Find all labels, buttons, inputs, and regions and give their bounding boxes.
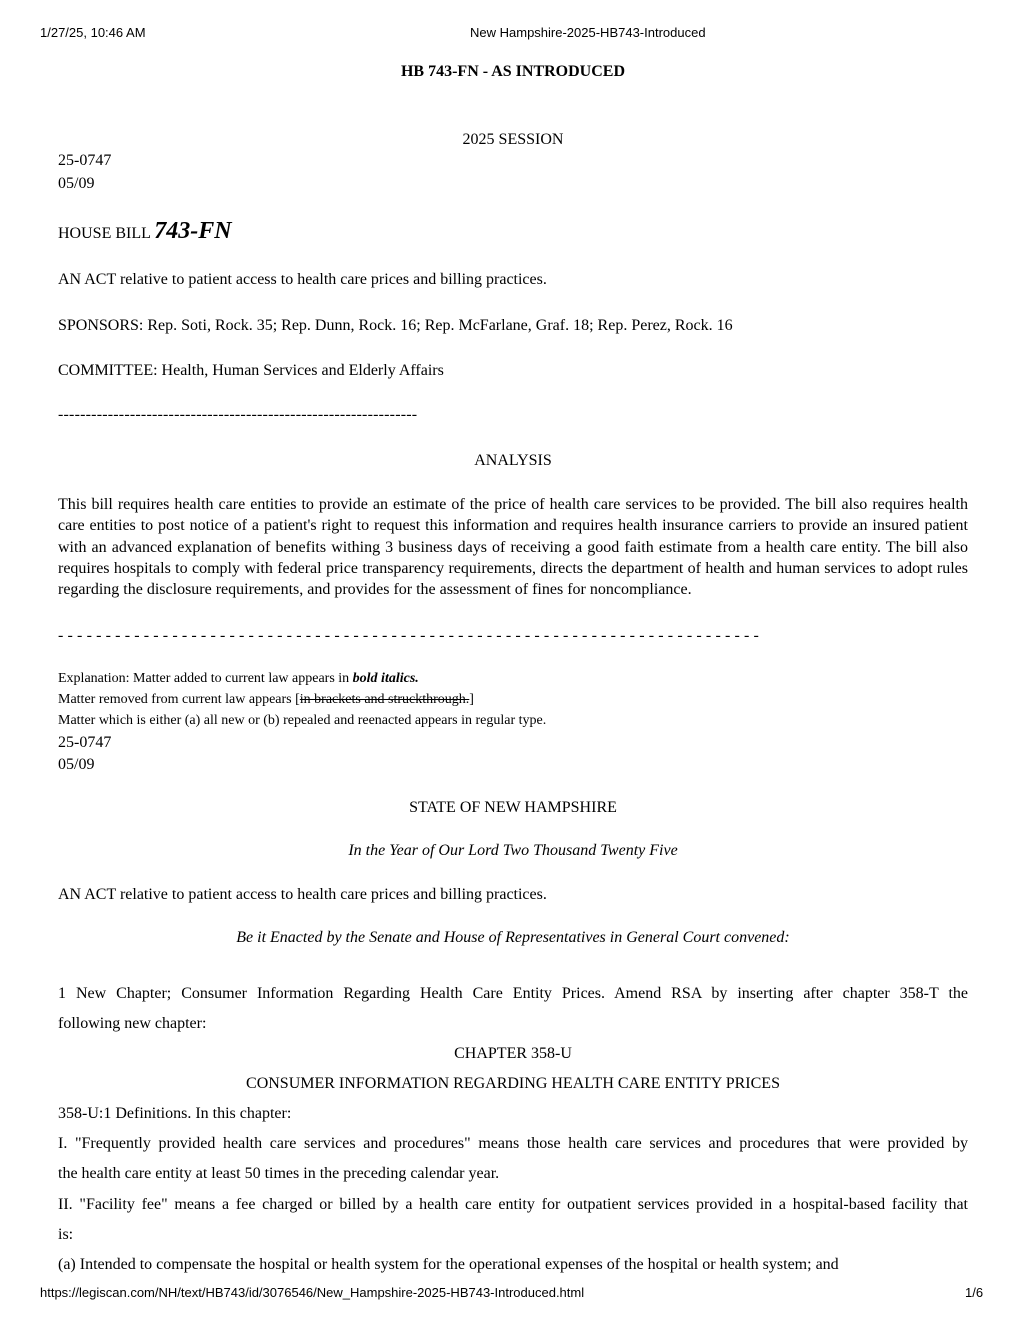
enacting-clause: Be it Enacted by the Senate and House of Representatives in General Court convened: — [236, 929, 790, 946]
explanation-line-2 — [58, 689, 474, 710]
definition-2-line-2: is: — [58, 1226, 74, 1243]
year-line: In the Year of Our Lord Two Thousand Twenty Five — [348, 842, 678, 859]
section-1-line-1: 1 New Chapter; Consumer Information Regarding Health Care Entity Prices. Amend RSA by inserting after chapter 358-T the — [58, 985, 968, 1002]
definition-2a: (a) Intended to compensate the hospital or health system for the operational expenses of the hospital or health system; and — [58, 1256, 839, 1273]
chapter-heading: CHAPTER 358-U — [454, 1045, 572, 1062]
act-title-2: AN ACT relative to patient access to health care prices and billing practices. — [58, 886, 547, 903]
definition-2-line-1: II. "Facility fee" means a fee charged or billed by a health care entity for outpatient services provided in a hospital-based facility that — [58, 1196, 968, 1213]
dashed-divider: - - - - - - - - - - - - - - - - - - - - - - - - - - - - - - - - - - - - - - - - - - - - - - - - - - - - - - - - - - - - - - - - - - - - - - - - - - — [58, 627, 759, 644]
state-heading: STATE OF NEW HAMPSHIRE — [409, 799, 617, 816]
analysis-text: This bill requires health care entities to provide an estimate of the price of health care services to be provided. The bill also requires health care entities to post notice of a patient's right to request this information and requires health insurance carriers to provide an insured patient with an advanced explanation of benefits withing 3 business days of receiving a good faith estimate from a health care entity. The bill also requires hospitals to comply with federal price transparency requirements, directs the department of health and human services to adopt rules regarding the disclosure requirements, and provides for the assessment of fines for noncompliance. — [58, 496, 968, 599]
explanation-line-1 — [58, 668, 419, 689]
section-1-line-2: following new chapter: — [58, 1015, 207, 1032]
explanation-prefix: Explanation: Matter added to current law appears in — [58, 671, 353, 686]
document-code-2: 25-0747 — [58, 734, 112, 751]
document-version-2: 05/09 — [58, 756, 95, 773]
explanation-removed-suffix: ] — [469, 692, 474, 707]
explanation-bold-italic: bold italics. — [352, 671, 419, 686]
document-version: 05/09 — [58, 175, 95, 192]
act-title: AN ACT relative to patient access to health care prices and billing practices. — [58, 271, 547, 288]
print-page-count: 1/6 — [965, 1285, 984, 1300]
session-label: 2025 SESSION — [462, 131, 564, 148]
explanation-line-3: Matter which is either (a) all new or (b) repealed and reenacted appears in regular type. — [58, 713, 547, 728]
bill-label: HOUSE BILL — [58, 225, 151, 242]
sponsors: SPONSORS: Rep. Soti, Rock. 35; Rep. Dunn, Rock. 16; Rep. McFarlane, Graf. 18; Rep. Perez, Rock. 16 — [58, 317, 733, 334]
committee: COMMITTEE: Health, Human Services and Elderly Affairs — [58, 362, 444, 379]
explanation-struck-text: in brackets and struckthrough. — [299, 692, 470, 707]
definition-1-line-1: I. "Frequently provided health care services and procedures" means those health care services and procedures that were provided by — [58, 1135, 968, 1152]
print-page-title: New Hampshire-2025-HB743-Introduced — [470, 25, 706, 40]
print-url: https://legiscan.com/NH/text/HB743/id/3076546/New_Hampshire-2025-HB743-Introduced.html — [40, 1285, 585, 1300]
analysis-heading: ANALYSIS — [474, 452, 552, 469]
definition-1-line-2: the health care entity at least 50 times in the preceding calendar year. — [58, 1165, 500, 1182]
document-code: 25-0747 — [58, 152, 112, 169]
definitions-heading: 358-U:1 Definitions. In this chapter: — [58, 1105, 292, 1122]
explanation-removed-prefix: Matter removed from current law appears [ — [58, 692, 300, 707]
document-title: HB 743-FN - AS INTRODUCED — [400, 63, 625, 80]
bill-heading — [58, 218, 232, 247]
bill-number: 743-FN — [154, 218, 232, 244]
divider-line: ----------------------------------------------------------------- — [58, 406, 418, 423]
chapter-title: CONSUMER INFORMATION REGARDING HEALTH CARE ENTITY PRICES — [246, 1075, 780, 1092]
print-datetime: 1/27/25, 10:46 AM — [40, 25, 146, 40]
